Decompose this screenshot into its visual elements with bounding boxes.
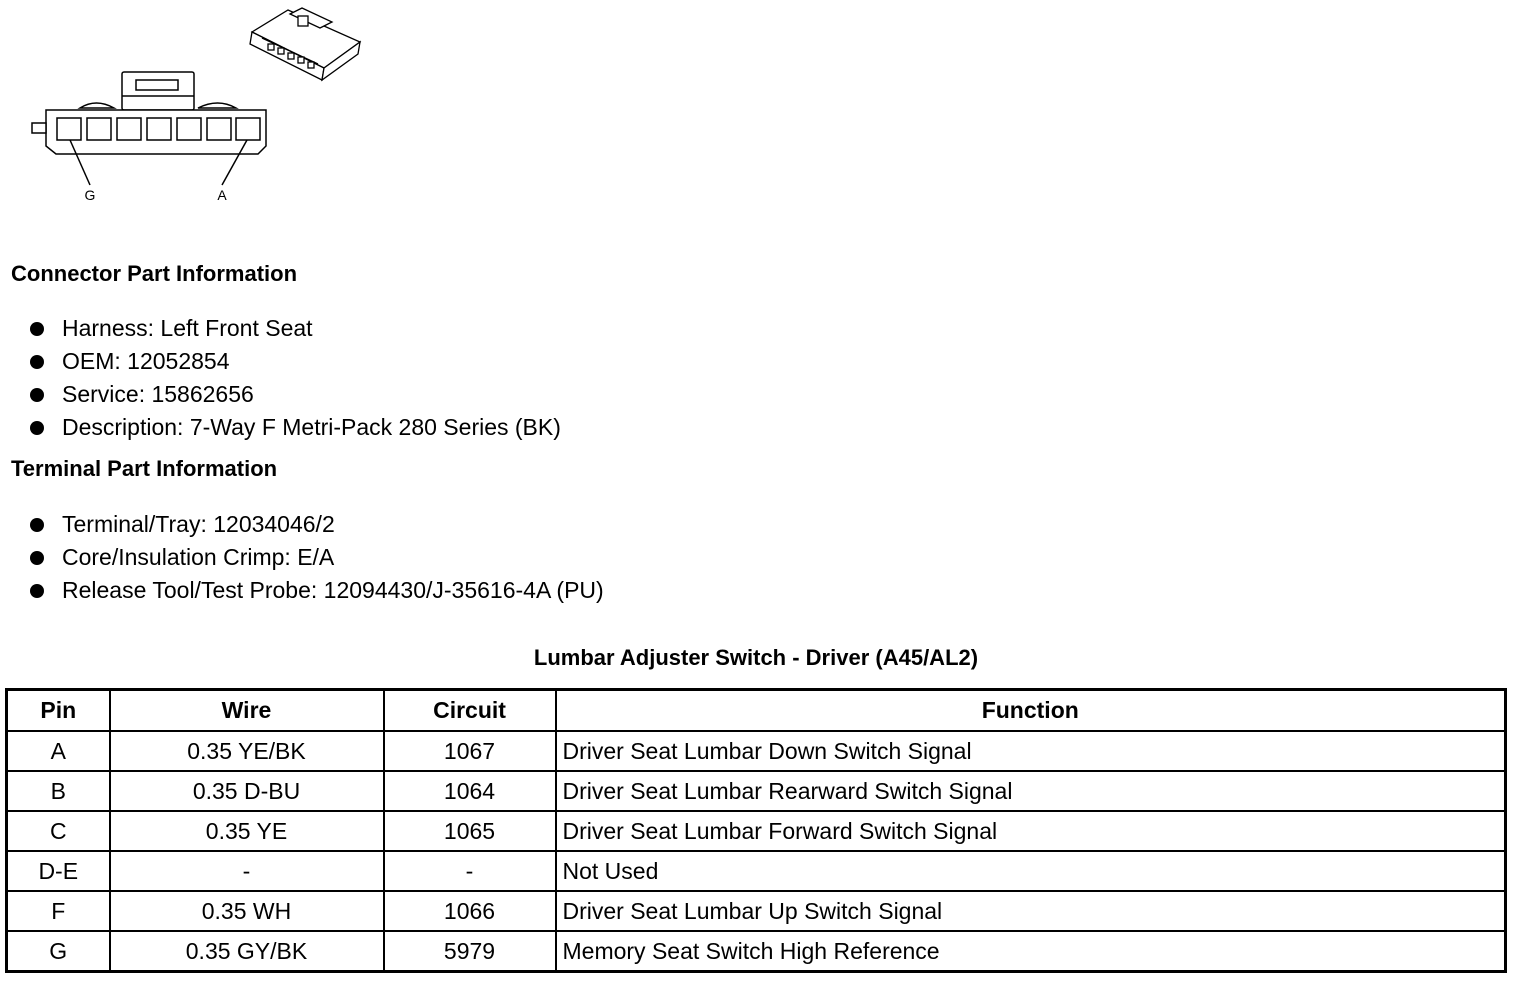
pin-table: [5, 688, 1507, 973]
cell-wire: -: [110, 851, 384, 891]
table-row: [7, 851, 1506, 891]
cell-circuit: 1067: [384, 731, 556, 771]
header-pin: Pin: [7, 690, 110, 732]
connector-diagram: [0, 0, 380, 215]
cell-function: Memory Seat Switch High Reference: [556, 931, 1506, 972]
cell-function: Driver Seat Lumbar Up Switch Signal: [556, 891, 1506, 931]
pin-label-a: A: [217, 187, 227, 203]
cell-wire: 0.35 GY/BK: [110, 931, 384, 972]
table-row: [7, 771, 1506, 811]
list-item: Description: 7-Way F Metri-Pack 280 Series (BK): [28, 411, 561, 444]
header-function: Function: [556, 690, 1506, 732]
cell-circuit: 1065: [384, 811, 556, 851]
connector-info-heading: Connector Part Information: [11, 261, 298, 286]
bullet-icon: [30, 584, 44, 598]
cell-pin: B: [7, 771, 110, 811]
list-item: Core/Insulation Crimp: E/A: [28, 541, 604, 574]
cell-circuit: 1066: [384, 891, 556, 931]
cell-function: Driver Seat Lumbar Forward Switch Signal: [556, 811, 1506, 851]
list-item: Terminal/Tray: 12034046/2: [28, 508, 604, 541]
bullet-icon: [30, 421, 44, 435]
header-wire: Wire: [110, 690, 384, 732]
cell-circuit: 1064: [384, 771, 556, 811]
pin-label-g: G: [84, 187, 96, 203]
cell-pin: C: [7, 811, 110, 851]
connector-info-list: [28, 312, 561, 444]
cell-function: Not Used: [556, 851, 1506, 891]
cell-circuit: 5979: [384, 931, 556, 972]
cell-pin: A: [7, 731, 110, 771]
list-item: Harness: Left Front Seat: [28, 312, 561, 345]
bullet-icon: [30, 518, 44, 532]
list-item: OEM: 12052854: [28, 345, 561, 378]
table-title: Lumbar Adjuster Switch - Driver (A45/AL2): [533, 645, 979, 670]
table-header-row: [7, 690, 1506, 732]
table-row: [7, 811, 1506, 851]
cell-wire: 0.35 YE: [110, 811, 384, 851]
cell-wire: 0.35 YE/BK: [110, 731, 384, 771]
connector-isometric-view: [250, 8, 360, 80]
cell-wire: 0.35 D-BU: [110, 771, 384, 811]
bullet-icon: [30, 355, 44, 369]
terminal-info-list: [28, 508, 604, 607]
cell-function: Driver Seat Lumbar Down Switch Signal: [556, 731, 1506, 771]
bullet-icon: [30, 551, 44, 565]
bullet-icon: [30, 388, 44, 402]
cell-wire: 0.35 WH: [110, 891, 384, 931]
cell-pin: D-E: [7, 851, 110, 891]
header-circuit: Circuit: [384, 690, 556, 732]
table-row: [7, 731, 1506, 771]
bullet-icon: [30, 322, 44, 336]
list-item: Service: 15862656: [28, 378, 561, 411]
connector-front-view: [32, 72, 266, 185]
table-row: [7, 891, 1506, 931]
cell-pin: G: [7, 931, 110, 972]
list-item: Release Tool/Test Probe: 12094430/J-35616-4A (PU): [28, 574, 604, 607]
table-row: [7, 931, 1506, 972]
cell-function: Driver Seat Lumbar Rearward Switch Signal: [556, 771, 1506, 811]
cell-pin: F: [7, 891, 110, 931]
cell-circuit: -: [384, 851, 556, 891]
terminal-info-heading: Terminal Part Information: [11, 456, 278, 481]
